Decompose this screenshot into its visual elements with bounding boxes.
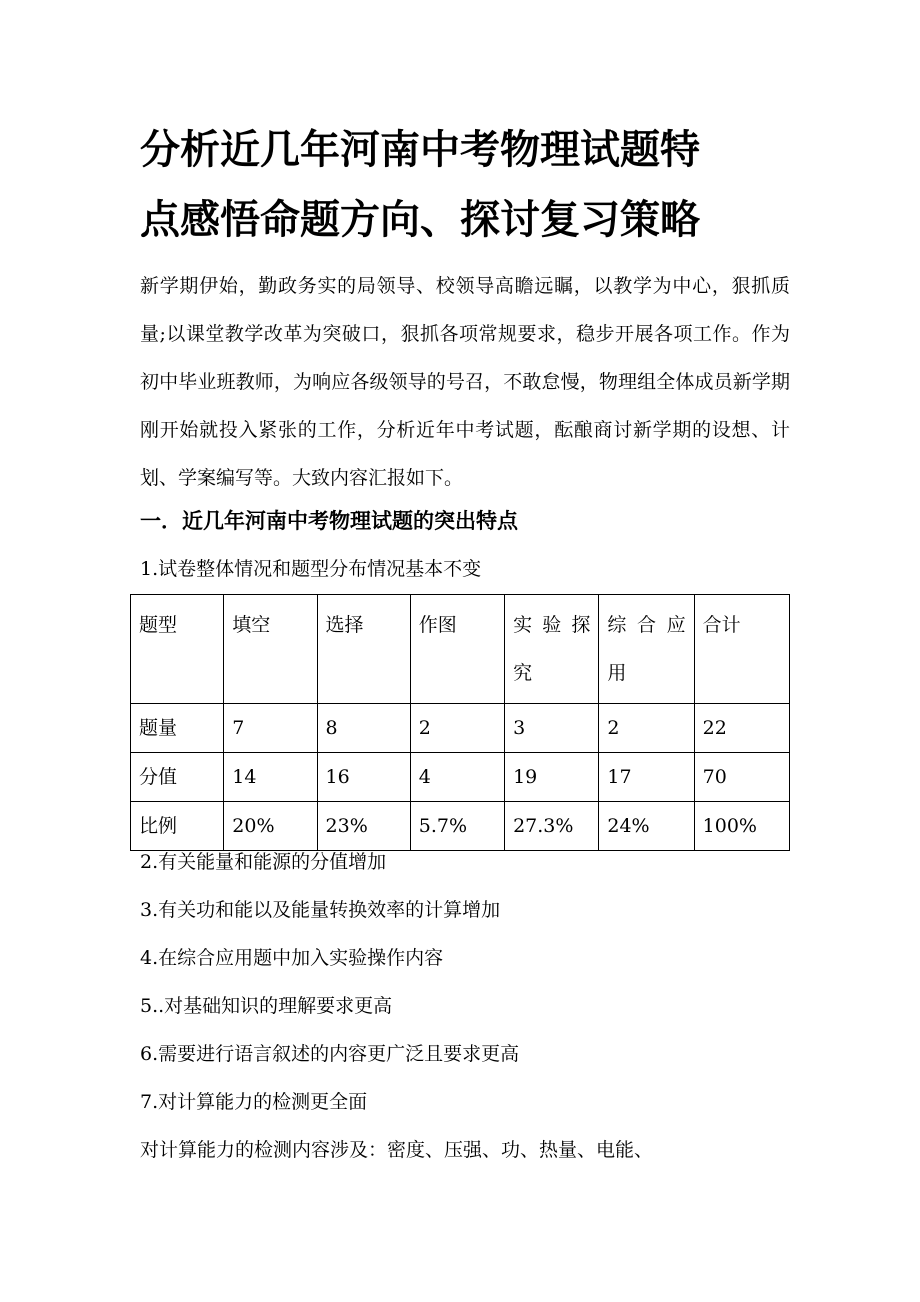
table-cell: 19 xyxy=(505,753,599,802)
table-row xyxy=(131,802,790,851)
table-row xyxy=(131,753,790,802)
table-cell-line: 综合应 xyxy=(607,614,686,636)
table-cell: 选择 xyxy=(317,595,410,704)
table-cell: 24% xyxy=(599,802,694,851)
table-cell: 70 xyxy=(694,753,789,802)
table-cell: 题型 xyxy=(131,595,224,704)
table-cell: 作图 xyxy=(410,595,504,704)
table-cell-line: 究 xyxy=(513,662,533,684)
table-cell: 3 xyxy=(505,704,599,753)
table-cell: 16 xyxy=(317,753,410,802)
document-title-line-2: 点感悟命题方向、探讨复习策略 xyxy=(140,197,700,243)
table-row xyxy=(131,704,790,753)
table-cell: 23% xyxy=(317,802,410,851)
table-cell xyxy=(505,595,599,704)
table-cell: 27.3% xyxy=(505,802,599,851)
table-cell: 比例 xyxy=(131,802,224,851)
point-2: 2.有关能量和能源的分值增加 xyxy=(140,851,387,873)
document-title-line-1: 分析近几年河南中考物理试题特 xyxy=(140,127,700,173)
point-6: 6.需要进行语言叙述的内容更广泛且要求更高 xyxy=(140,1043,520,1065)
point-5: 5..对基础知识的理解要求更高 xyxy=(140,995,393,1017)
table-cell: 4 xyxy=(410,753,504,802)
table-cell: 5.7% xyxy=(410,802,504,851)
table-cell: 8 xyxy=(317,704,410,753)
table-cell: 17 xyxy=(599,753,694,802)
point-7: 7.对计算能力的检测更全面 xyxy=(140,1091,368,1113)
table-cell: 2 xyxy=(410,704,504,753)
question-distribution-table xyxy=(130,594,790,851)
table-header-row xyxy=(131,595,790,704)
table-cell: 2 xyxy=(599,704,694,753)
table-cell: 7 xyxy=(224,704,317,753)
section-heading-1: 一．近几年河南中考物理试题的突出特点 xyxy=(140,509,518,533)
table-cell: 填空 xyxy=(224,595,317,704)
point-4: 4.在综合应用题中加入实验操作内容 xyxy=(140,947,444,969)
point-1: 1.试卷整体情况和题型分布情况基本不变 xyxy=(140,558,482,580)
table-cell: 14 xyxy=(224,753,317,802)
calculation-scope-line: 对计算能力的检测内容涉及：密度、压强、功、热量、电能、 xyxy=(140,1139,654,1161)
table-cell: 22 xyxy=(694,704,789,753)
table-cell: 题量 xyxy=(131,704,224,753)
table-cell-line: 用 xyxy=(607,662,627,684)
table-cell: 分值 xyxy=(131,753,224,802)
intro-paragraph: 新学期伊始，勤政务实的局领导、校领导高瞻远瞩，以教学为中心，狠抓质量;以课堂教学改革为突破口，狠抓各项常规要求，稳步开展各项工作。作为初中毕业班教师，为响应各级领导的号召，不敢怠慢，物理组全体成员新学期刚开始就投入紧张的工作，分析近年中考试题，酝酿商讨新学期的设想、计划、学案编写等。大致内容汇报如下。 xyxy=(140,275,790,489)
table-cell: 100% xyxy=(694,802,789,851)
table-cell: 合计 xyxy=(694,595,789,704)
table-cell-line: 实验探 xyxy=(513,614,591,636)
table-cell xyxy=(599,595,694,704)
table-cell: 20% xyxy=(224,802,317,851)
point-3: 3.有关功和能以及能量转换效率的计算增加 xyxy=(140,899,501,921)
